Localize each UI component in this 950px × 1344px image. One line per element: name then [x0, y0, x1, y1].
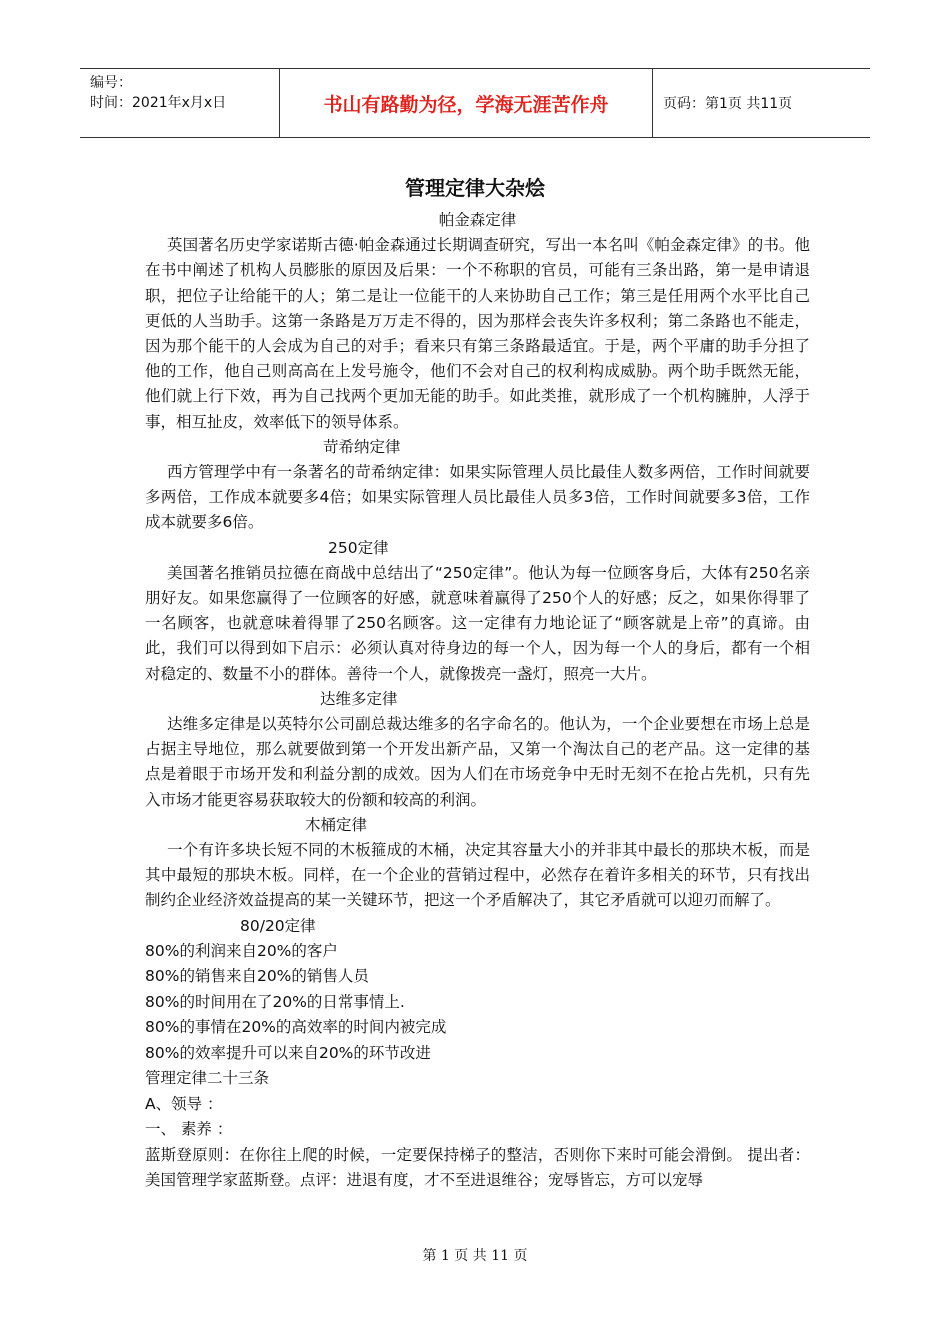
- section-title-bucket: 木桶定律: [305, 815, 368, 834]
- section-body-davidow: 达维多定律是以英特尔公司副总裁达维多的名字命名的。他认为，一个企业要想在市场上总是占据主导地位，那么就要做到第一个开发出新产品，又第一个淘汰自己的老产品。这一定律的基点是着眼于市场开发和利益分割的成效。因为人们在市场竞争中无时无刻不在抢占先机，只有先入市场才能更容易获取较大的份额和较高的利润。: [145, 715, 810, 809]
- section-title-250: 250定律: [328, 538, 389, 557]
- document-date-label: 时间：2021年x月x日: [90, 95, 227, 111]
- page-footer: 第 1 页 共 11 页: [422, 1248, 528, 1264]
- section-body-kirchner: 西方管理学中有一条著名的苛希纳定律：如果实际管理人员比最佳人数多两倍，工作时间就要多两倍，工作成本就要多4倍；如果实际管理人员比最佳人员多3倍，工作时间就要多3倍，工作成本就要多6倍。: [145, 463, 810, 532]
- section-title-kirchner: 苛希纳定律: [323, 437, 401, 456]
- rule-8020-line: 80%的销售来自20%的销售人员: [145, 967, 369, 986]
- header-meta: [80, 69, 280, 137]
- paragraph-lansden-principle: 蓝斯登原则：在你往上爬的时候，一定要保持梯子的整洁，否则你下来时可能会滑倒。 提出者：美国管理学家蓝斯登。点评：进退有度，才不至进退维谷；宠辱皆忘，方可以宠辱: [145, 1145, 810, 1190]
- heading-cultivation: 一、 素养 ：: [145, 1120, 233, 1139]
- heading-23-rules: 管理定律二十三条: [145, 1069, 270, 1088]
- document-body: [145, 208, 810, 1194]
- section-body-parkinson: 英国著名历史学家诺斯古德·帕金森通过长期调查研究，写出一本名叫《帕金森定律》的书。他在书中阐述了机构人员膨胀的原因及后果：一个不称职的官员，可能有三条出路，第一是申请退职，把位子让给能干的人；第二是让一位能干的人来协助自己工作；第三是任用两个水平比自己更低的人当助手。这第一条路是万万走不得的，因为那样会丧失许多权利；第二条路也不能走，因为那个能干的人会成为自己的对手；看来只有第三条路最适宜。于是，两个平庸的助手分担了他的工作，他自己则高高在上发号施令，他们不会对自己的权利构成威胁。两个助手既然无能，他们就上行下效，再为自己找两个更加无能的助手。如此类推，就形成了一个机构臃肿，人浮于事，相互扯皮，效率低下的领导体系。: [145, 236, 810, 431]
- page-header: [80, 68, 870, 138]
- header-page-number: 页码：第1页 共11页: [663, 96, 793, 112]
- section-title-8020: 80/20定律: [240, 916, 316, 935]
- section-body-250: 美国著名推销员拉德在商战中总结出了“250定律”。他认为每一位顾客身后，大体有250名亲朋好友。如果您赢得了一位顾客的好感，就意味着赢得了250个人的好感；反之，如果你得罪了一名顾客，也就意味着得罪了250名顾客。这一定律有力地论证了“顾客就是上帝”的真谛。由此，我们可以得到如下启示：必须认真对待身边的每一个人，因为每一个人的身后，都有一个相对稳定的、数量不小的群体。善待一个人，就像拨亮一盏灯，照亮一大片。: [145, 563, 810, 683]
- section-body-bucket: 一个有许多块长短不同的木板箍成的木桶，决定其容量大小的并非其中最长的那块木板，而是其中最短的那块木板。同样，在一个企业的营销过程中，必然存在着许多相关的环节，只有找出制约企业经济效益提高的某一关键环节，把这一个矛盾解决了，其它矛盾就可以迎刃而解了。: [145, 841, 810, 910]
- rule-8020-line: 80%的时间用在了20%的日常事情上.: [145, 992, 405, 1011]
- rule-8020-line: 80%的利润来自20%的客户: [145, 941, 338, 960]
- section-title-davidow: 达维多定律: [320, 689, 398, 708]
- rule-8020-line: 80%的事情在20%的高效率的时间内被完成: [145, 1018, 447, 1037]
- header-motto: 书山有路勤为径，学海无涯苦作舟: [280, 69, 653, 137]
- document-title: 管理定律大杂烩: [405, 176, 545, 200]
- rule-8020-line: 80%的效率提升可以来自20%的环节改进: [145, 1043, 431, 1062]
- document-number-label: 编号：: [90, 75, 132, 91]
- heading-leadership: A、领导 ：: [145, 1094, 223, 1113]
- section-title-parkinson: 帕金森定律: [438, 211, 517, 229]
